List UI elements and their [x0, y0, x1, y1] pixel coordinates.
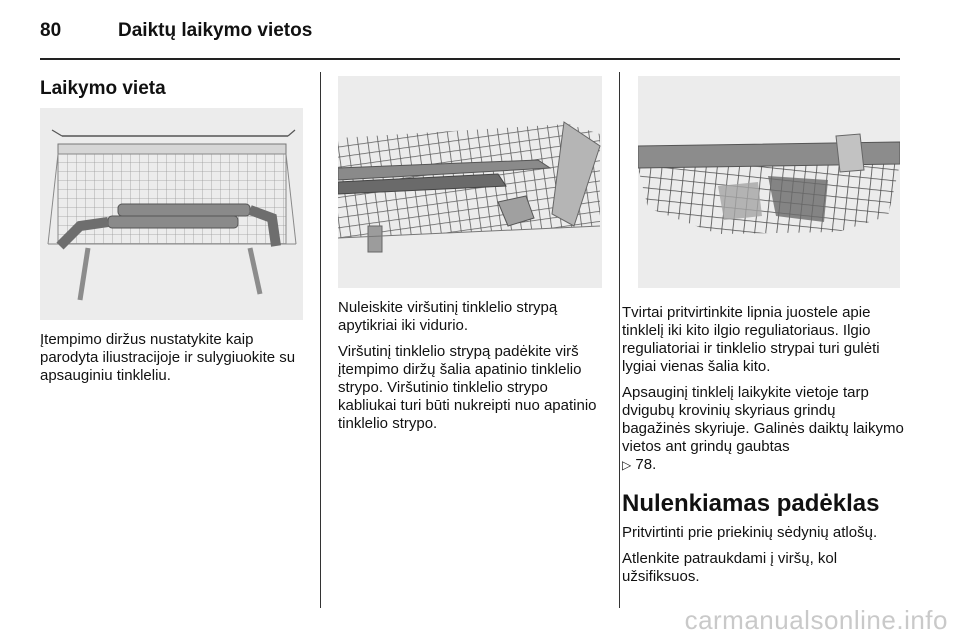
- column3-text: [622, 304, 904, 594]
- column2-text: [338, 299, 604, 441]
- paragraph: Įtempimo diržus nustatykite kaip parodyta iliustracijoje ir sulygiuokite su apsauginiu tinkleliu.: [40, 331, 296, 384]
- page-number: 80: [40, 20, 62, 41]
- paragraph: Atlenkite patraukdami į viršų, kol užsifiksuos.: [622, 550, 838, 585]
- page-reference[interactable]: ▷ 78.: [622, 456, 657, 473]
- subheading: Nulenkiamas padėklas: [622, 490, 880, 517]
- illustration-net-straps: [40, 108, 303, 320]
- column-divider: [320, 72, 321, 608]
- column1-text: [40, 331, 305, 393]
- paragraph: Viršutinį tinklelio strypą padėkite virš įtempimo diržų šalia apatinio tinklelio strypo. Viršutinio tinklelio strypo kabliukai turi būti nukreipti nuo apatinio tinklelio strypo.: [338, 343, 597, 432]
- column-divider: [619, 72, 620, 608]
- page-title: Daiktų laikymo vietos: [118, 20, 313, 41]
- header-rule: [40, 58, 900, 60]
- illustration-net-bar: [338, 76, 602, 288]
- paragraph: Nuleiskite viršutinį tinklelio strypą apytikriai iki vidurio.: [338, 299, 558, 334]
- watermark: carmanualsonline.info: [684, 605, 948, 635]
- section-heading: Laikymo vieta: [40, 78, 166, 99]
- paragraph: Pritvirtinti prie priekinių sėdynių atlošų.: [622, 524, 878, 541]
- arrow-reference-icon: ▷: [622, 458, 632, 472]
- illustration-net-tape: [638, 76, 900, 288]
- paragraph: Tvirtai pritvirtinkite lipnia juostele apie tinklelį iki kito ilgio reguliatoriaus. Ilgio reguliatoriai ir tinklelio strypai turi gulėti lygiai vienas šalia kito.: [622, 304, 880, 375]
- paragraph: Apsauginį tinklelį laikykite vietoje tarp dvigubų krovinių skyriaus grindų bagažinės skyriuje. Galinės daiktų laikymo vietos ant grindų gaubtas: [622, 384, 904, 455]
